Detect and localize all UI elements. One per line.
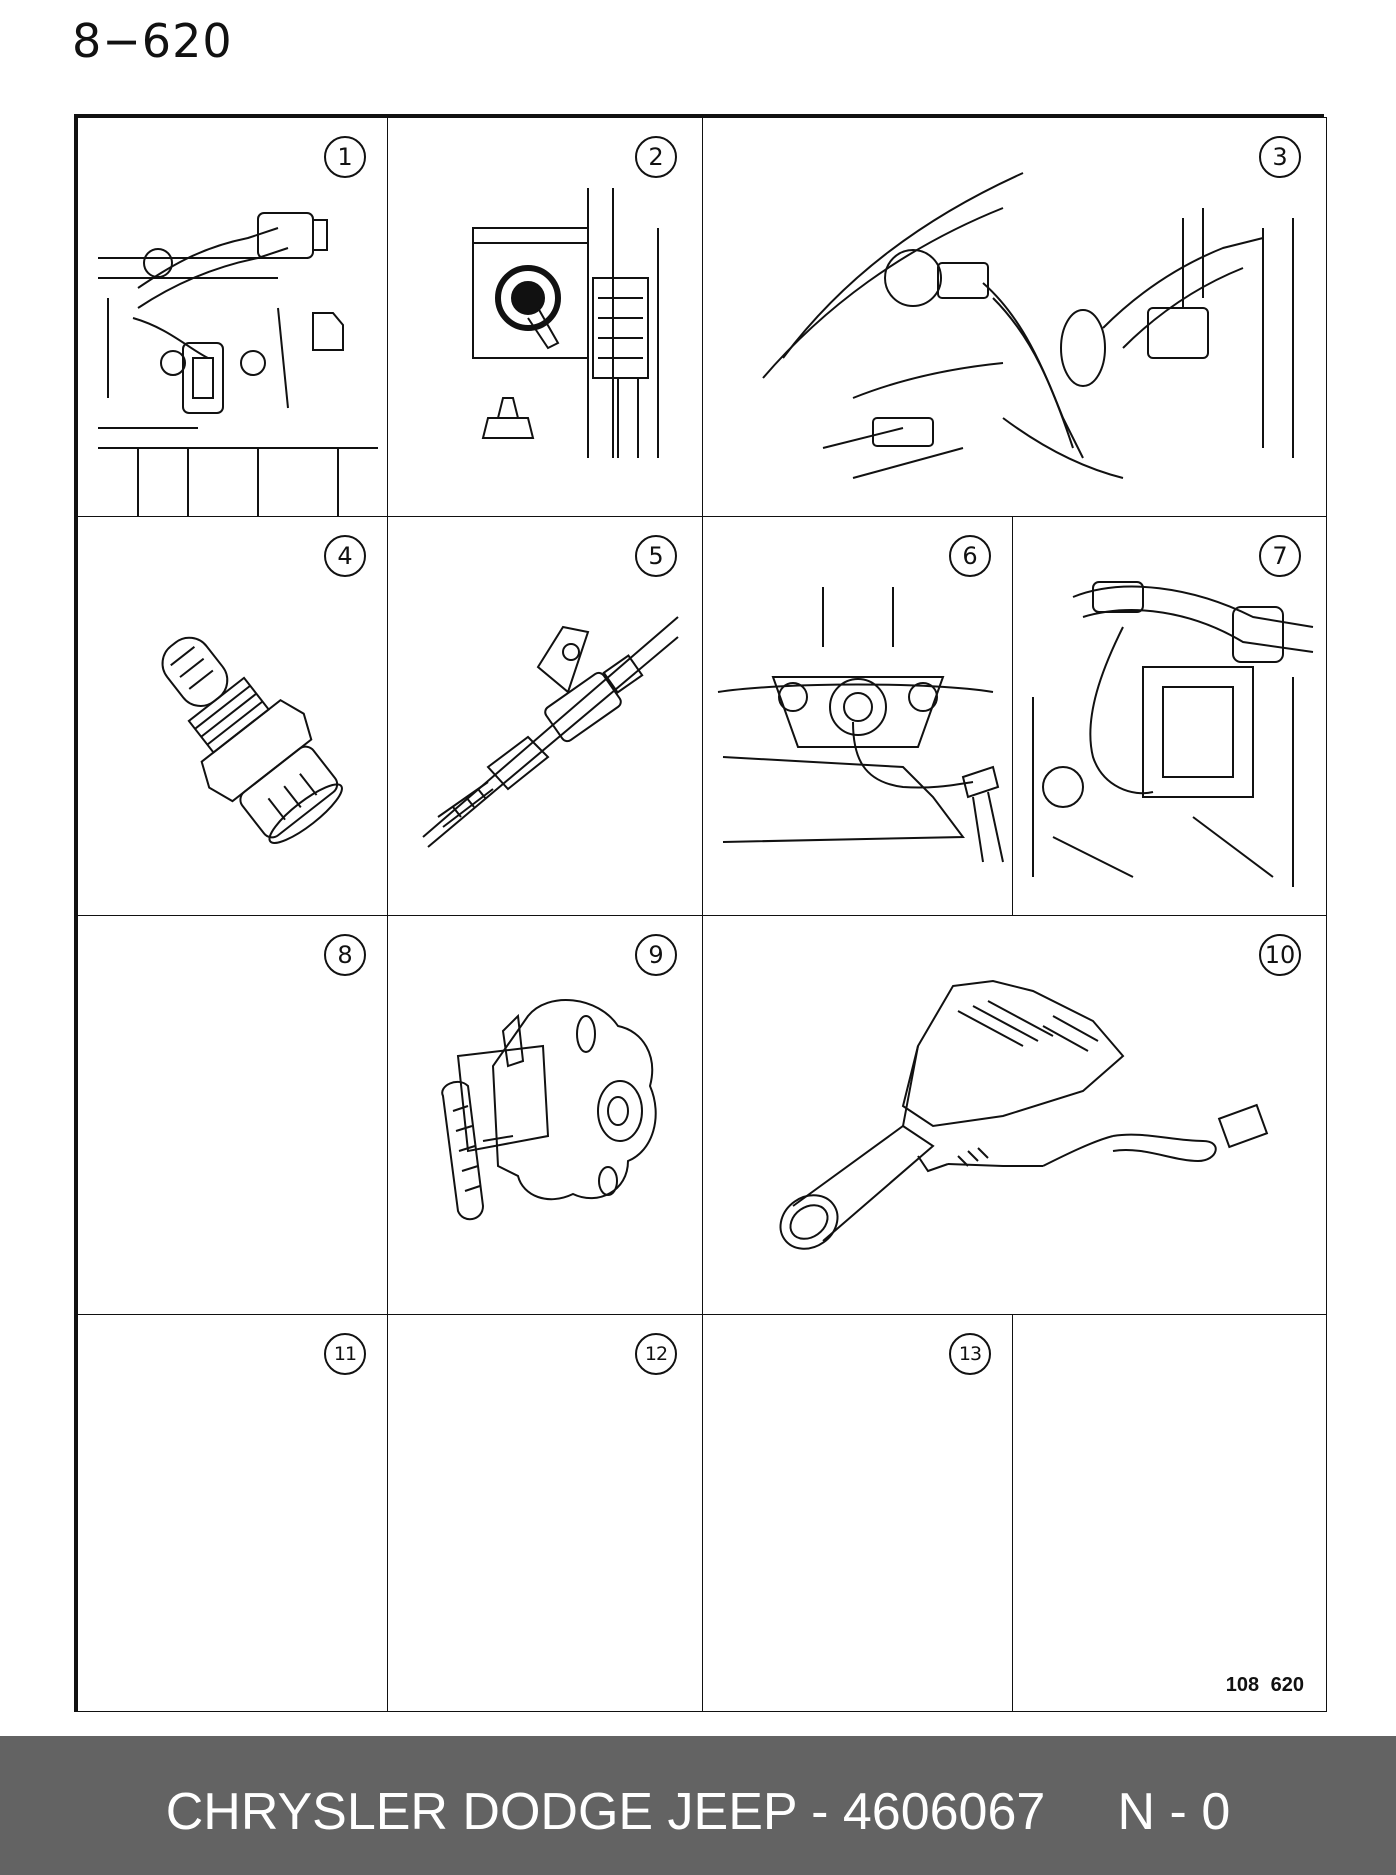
callout-4: 4 [324, 535, 366, 577]
cell-2 [387, 117, 703, 517]
harness-connector-illustration [78, 118, 389, 518]
callout-9: 9 [635, 934, 677, 976]
cell-3 [702, 117, 1327, 517]
callout-7: 7 [1259, 535, 1301, 577]
footer-part-label: CHRYSLER DODGE JEEP - 4606067 N - 0 [165, 1782, 1231, 1841]
cell-6 [702, 516, 1013, 916]
mounted-sensor-illustration [703, 517, 1014, 917]
illustration-grid [74, 114, 1324, 1712]
callout-12: 12 [635, 1333, 677, 1375]
cell-5 [387, 516, 703, 916]
throttle-position-sensor-illustration [388, 916, 704, 1316]
callout-6: 6 [949, 535, 991, 577]
oxygen-sensor-illustration [703, 916, 1328, 1316]
callout-1: 1 [324, 136, 366, 178]
switch-bracket-illustration [388, 118, 704, 518]
footer-bar [0, 1736, 1396, 1875]
figure-code: 108 620 [1225, 1674, 1304, 1696]
callout-5: 5 [635, 535, 677, 577]
callout-11: 11 [324, 1333, 366, 1375]
engine-bay-illustration [703, 118, 1328, 518]
sensor-bracket-illustration [388, 517, 704, 917]
cell-13 [702, 1314, 1013, 1712]
page-number: 8−620 [72, 14, 233, 68]
cell-1 [77, 117, 388, 517]
cell-4 [77, 516, 388, 916]
cell-14 [1012, 1314, 1327, 1712]
cell-7 [1012, 516, 1327, 916]
callout-8: 8 [324, 934, 366, 976]
callout-13: 13 [949, 1333, 991, 1375]
cell-10 [702, 915, 1327, 1315]
cell-8 [77, 915, 388, 1315]
engine-connector-illustration [1013, 517, 1328, 917]
callout-3: 3 [1259, 136, 1301, 178]
cell-11 [77, 1314, 388, 1712]
cell-12 [387, 1314, 703, 1712]
temperature-sensor-illustration [78, 517, 389, 917]
callout-2: 2 [635, 136, 677, 178]
cell-9 [387, 915, 703, 1315]
callout-10: 10 [1259, 934, 1301, 976]
